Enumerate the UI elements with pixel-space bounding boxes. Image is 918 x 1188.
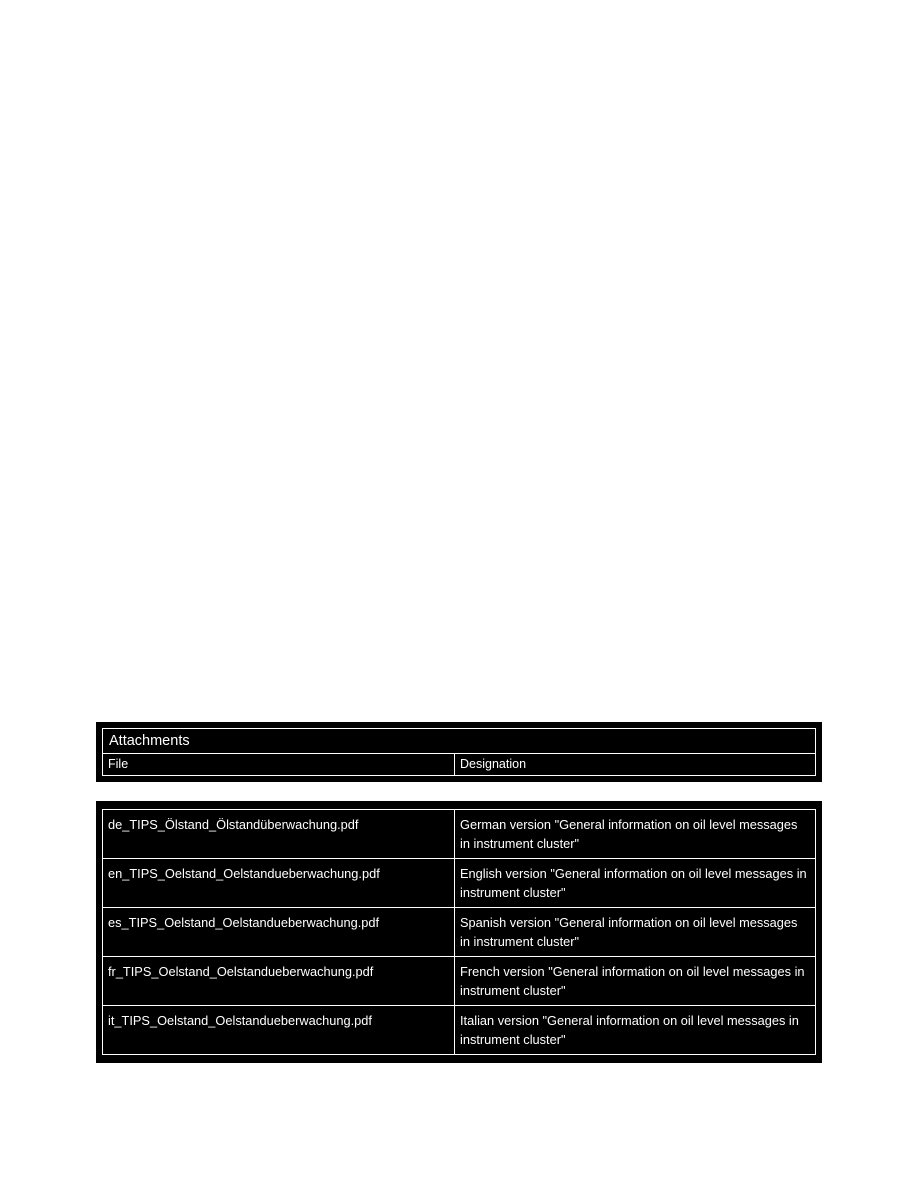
column-header-designation: Designation <box>460 757 527 772</box>
attachments-header-block <box>96 722 822 782</box>
table-row <box>103 810 815 859</box>
table-row <box>103 1006 815 1054</box>
attachment-designation: German version "General information on oil level messages in instrument cluster" <box>460 817 798 851</box>
attachments-table <box>102 809 816 1055</box>
attachment-file-name[interactable]: de_TIPS_Ölstand_Ölstandüberwachung.pdf <box>103 810 455 858</box>
attachments-section-title: Attachments <box>109 732 190 749</box>
attachment-file-name[interactable]: es_TIPS_Oelstand_Oelstandueberwachung.pdf <box>103 908 455 956</box>
table-row <box>103 957 815 1006</box>
attachment-designation: Spanish version "General information on oil level messages in instrument cluster" <box>460 915 798 949</box>
attachment-designation: English version "General information on oil level messages in instrument cluster" <box>460 866 807 900</box>
column-header-file: File <box>103 754 455 775</box>
attachments-title-row <box>102 728 816 754</box>
attachments-column-header-row <box>102 754 816 776</box>
table-row <box>103 908 815 957</box>
attachments-rows-block <box>96 801 822 1063</box>
attachment-file-name[interactable]: fr_TIPS_Oelstand_Oelstandueberwachung.pdf <box>103 957 455 1005</box>
attachment-file-name[interactable]: it_TIPS_Oelstand_Oelstandueberwachung.pdf <box>103 1006 455 1054</box>
table-row <box>103 859 815 908</box>
attachment-designation: Italian version "General information on oil level messages in instrument cluster" <box>460 1013 799 1047</box>
attachment-designation: French version "General information on oil level messages in instrument cluster" <box>460 964 805 998</box>
attachment-file-name[interactable]: en_TIPS_Oelstand_Oelstandueberwachung.pdf <box>103 859 455 907</box>
